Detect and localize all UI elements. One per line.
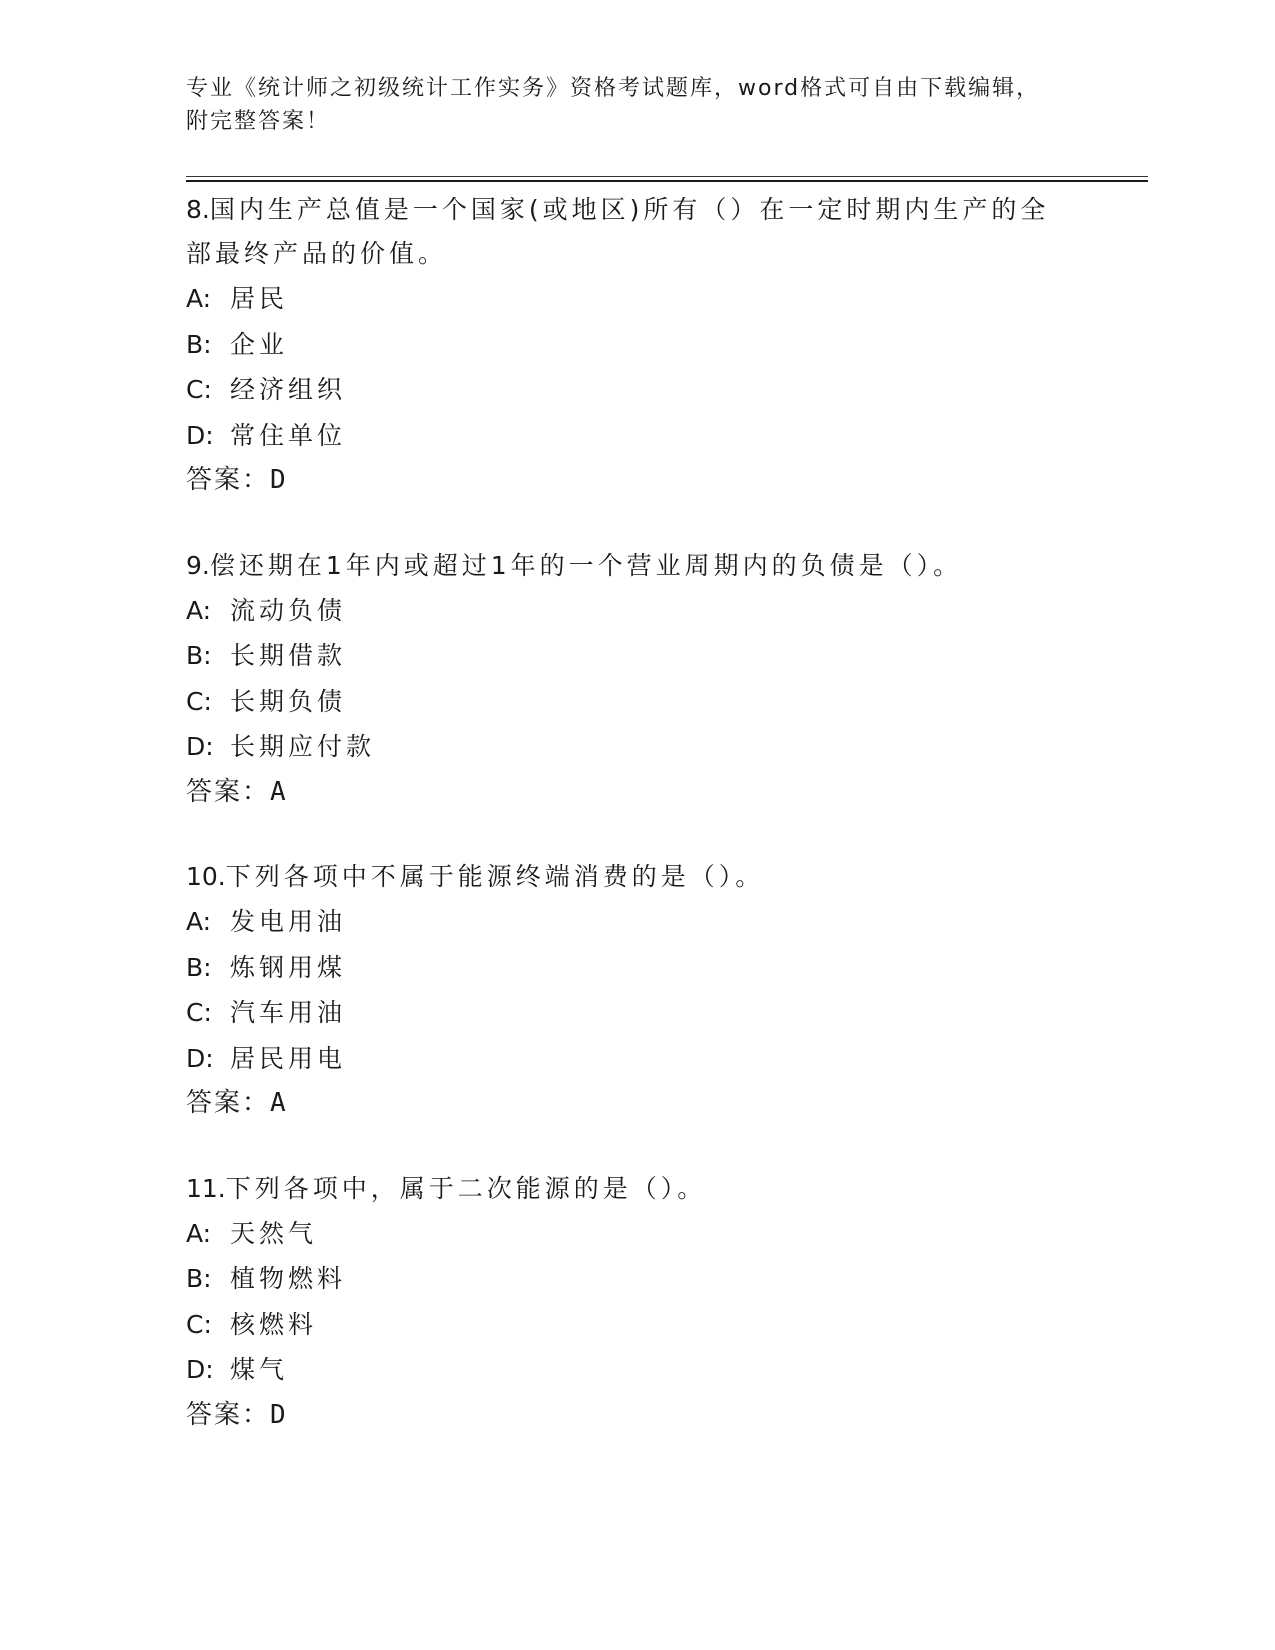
option-text: 常住单位 [230, 420, 347, 450]
option-text: 植物燃料 [230, 1264, 347, 1293]
header-divider-thin [186, 176, 1148, 177]
option-letter: A: [186, 284, 212, 313]
header-divider-thick [186, 180, 1148, 182]
option-c [186, 367, 1086, 413]
question-list [186, 188, 1086, 1478]
question-number: 10. [186, 862, 226, 891]
option-letter: A: [186, 595, 212, 625]
option-a [186, 899, 1086, 945]
option-letter: A: [186, 907, 212, 936]
option-b [186, 322, 1086, 368]
question-9 [186, 544, 1086, 816]
option-letter: B: [186, 329, 212, 359]
question-text-line-1: 国内生产总值是一个国家(或地区)所有（）在一定时期内生产的全 [209, 195, 1050, 224]
option-letter: C: [186, 998, 212, 1027]
question-text-continued [186, 232, 1086, 276]
option-text: 长期借款 [230, 641, 347, 670]
option-letter: D: [186, 732, 214, 761]
option-b [186, 1256, 1086, 1302]
option-a [186, 588, 1086, 634]
option-text: 经济组织 [230, 375, 347, 404]
answer-line [186, 1081, 1086, 1127]
option-d [186, 1347, 1086, 1393]
question-10 [186, 855, 1086, 1127]
option-d [186, 413, 1086, 459]
option-text: 天然气 [230, 1218, 318, 1248]
option-text: 发电用油 [230, 907, 347, 936]
option-text: 长期应付款 [230, 732, 376, 761]
option-text: 汽车用油 [230, 998, 347, 1027]
option-text: 流动负债 [230, 595, 347, 625]
option-b [186, 945, 1086, 991]
option-a [186, 1211, 1086, 1257]
option-a [186, 276, 1086, 322]
answer-line [186, 770, 1086, 816]
answer-value: D [270, 465, 286, 495]
answer-line [186, 1393, 1086, 1439]
option-letter: C: [186, 1309, 212, 1339]
question-text-line-2: 部最终产品的价值。 [186, 239, 448, 268]
answer-label: 答案： [186, 465, 271, 495]
option-text: 企业 [230, 329, 289, 359]
answer-label: 答案： [186, 776, 271, 807]
header-line-1: 专业《统计师之初级统计工作实务》资格考试题库，word格式可自由下载编辑， [186, 76, 1041, 101]
answer-value: A [270, 1088, 286, 1118]
option-letter: C: [186, 375, 212, 404]
option-c [186, 1302, 1086, 1348]
question-number: 8. [186, 195, 210, 224]
option-text: 核燃料 [230, 1309, 318, 1339]
option-text: 炼钢用煤 [230, 952, 347, 982]
option-text: 居民用电 [230, 1043, 347, 1073]
option-text: 长期负债 [230, 686, 347, 716]
option-letter: D: [186, 420, 214, 450]
answer-label: 答案： [186, 1399, 271, 1430]
option-letter: D: [186, 1043, 214, 1073]
header-line-2: 附完整答案！ [186, 109, 331, 134]
option-letter: B: [186, 1264, 212, 1293]
answer-label: 答案： [186, 1088, 271, 1118]
option-c [186, 990, 1086, 1036]
option-text: 居民 [230, 284, 289, 313]
option-text: 煤气 [230, 1355, 289, 1384]
answer-value: A [270, 776, 286, 807]
question-text-line-1: 下列各项中不属于能源终端消费的是（）。 [225, 862, 765, 891]
question-text [186, 1167, 1086, 1211]
option-letter: C: [186, 686, 212, 716]
question-text [186, 544, 1086, 588]
question-text [186, 188, 1086, 232]
option-c [186, 679, 1086, 725]
question-11 [186, 1167, 1086, 1439]
option-letter: B: [186, 641, 212, 670]
option-b [186, 633, 1086, 679]
question-text-line-1: 下列各项中，属于二次能源的是（）。 [225, 1173, 707, 1203]
option-d [186, 724, 1086, 770]
question-number: 9. [186, 550, 210, 580]
option-letter: D: [186, 1355, 214, 1384]
document-header [186, 72, 1086, 138]
option-d [186, 1036, 1086, 1082]
question-8 [186, 188, 1086, 504]
question-number: 11. [186, 1173, 226, 1203]
option-letter: A: [186, 1218, 212, 1248]
answer-value: D [270, 1399, 286, 1430]
option-letter: B: [186, 952, 212, 982]
question-text-line-1: 偿还期在1年内或超过1年的一个营业周期内的负债是（）。 [209, 550, 963, 580]
question-text [186, 855, 1086, 899]
answer-line [186, 458, 1086, 504]
